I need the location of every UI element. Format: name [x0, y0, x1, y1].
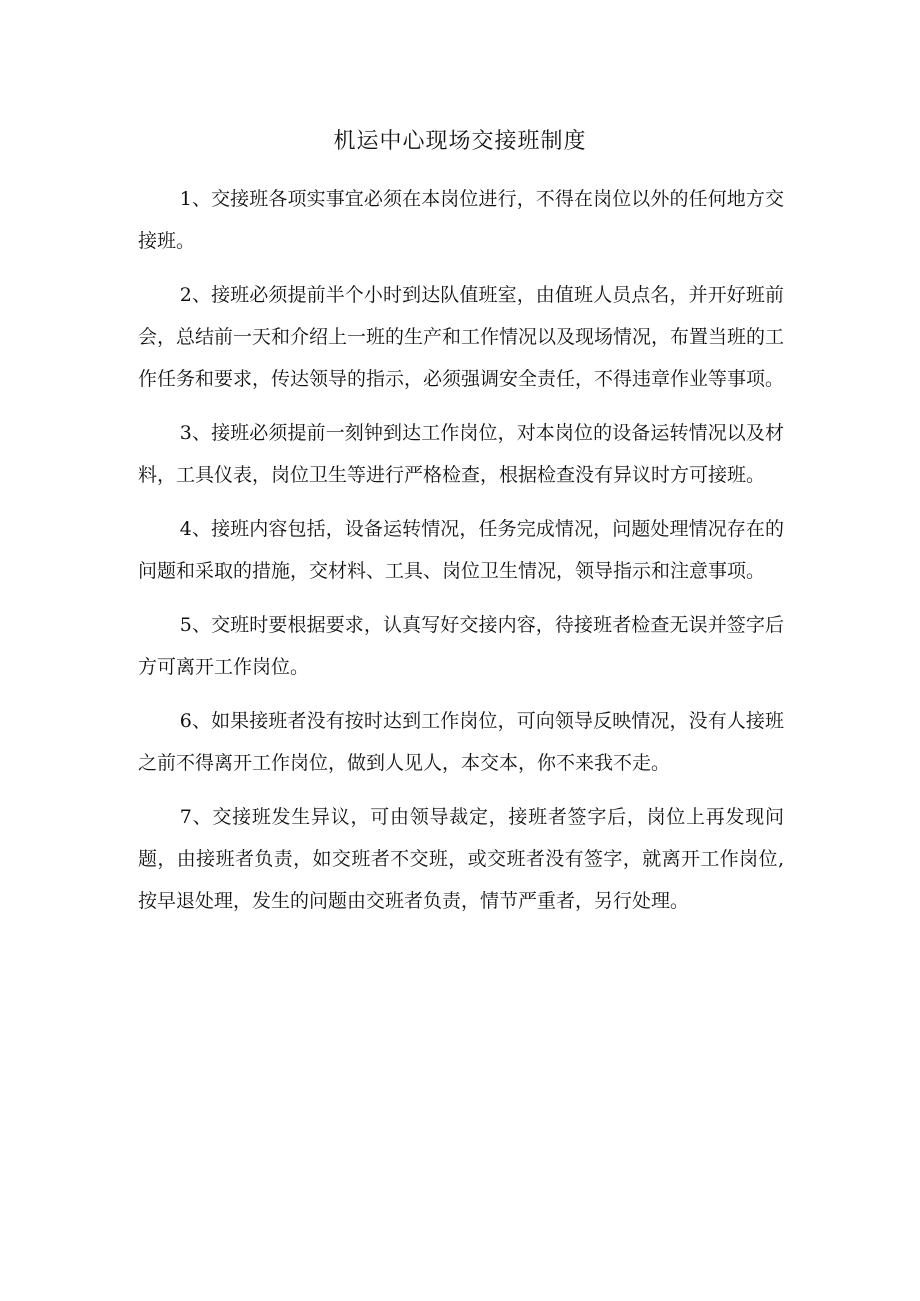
paragraph-2: 2、接班必须提前半个小时到达队值班室，由值班人员点名，并开好班前会，总结前一天和介绍上一班的生产和工作情况以及现场情况，布置当班的工作任务和要求，传达领导的指示，必须强调安全责任，不得违章作业等事项。	[138, 284, 785, 390]
document-title: 机运中心现场交接班制度	[333, 129, 587, 154]
paragraph-1: 1、交接班各项实事宜必须在本岗位进行，不得在岗位以外的任何地方交接班。	[138, 188, 784, 252]
paragraph-6: 6、如果接班者没有按时达到工作岗位，可向领导反映情况，没有人接班之前不得离开工作岗位，做到人见人，本交本，你不来我不走。	[138, 710, 784, 774]
paragraph-3: 3、接班必须提前一刻钟到达工作岗位，对本岗位的设备运转情况以及材料，工具仪表，岗位卫生等进行严格检查，根据检查没有异议时方可接班。	[138, 422, 784, 486]
paragraph-7: 7、交接班发生异议，可由领导裁定，接班者签字后，岗位上再发现问题，由接班者负责，如交班者不交班，或交班者没有签字，就离开工作岗位,按早退处理，发生的问题由交班者负责，情节严重者，另行处理。	[138, 806, 784, 912]
paragraph-4: 4、接班内容包括，设备运转情况，任务完成情况，问题处理情况存在的问题和采取的措施，交材料、工具、岗位卫生情况，领导指示和注意事项。	[138, 518, 784, 582]
document-body	[138, 178, 784, 934]
paragraph-5: 5、交班时要根据要求，认真写好交接内容，待接班者检查无误并签字后方可离开工作岗位。	[138, 614, 784, 678]
